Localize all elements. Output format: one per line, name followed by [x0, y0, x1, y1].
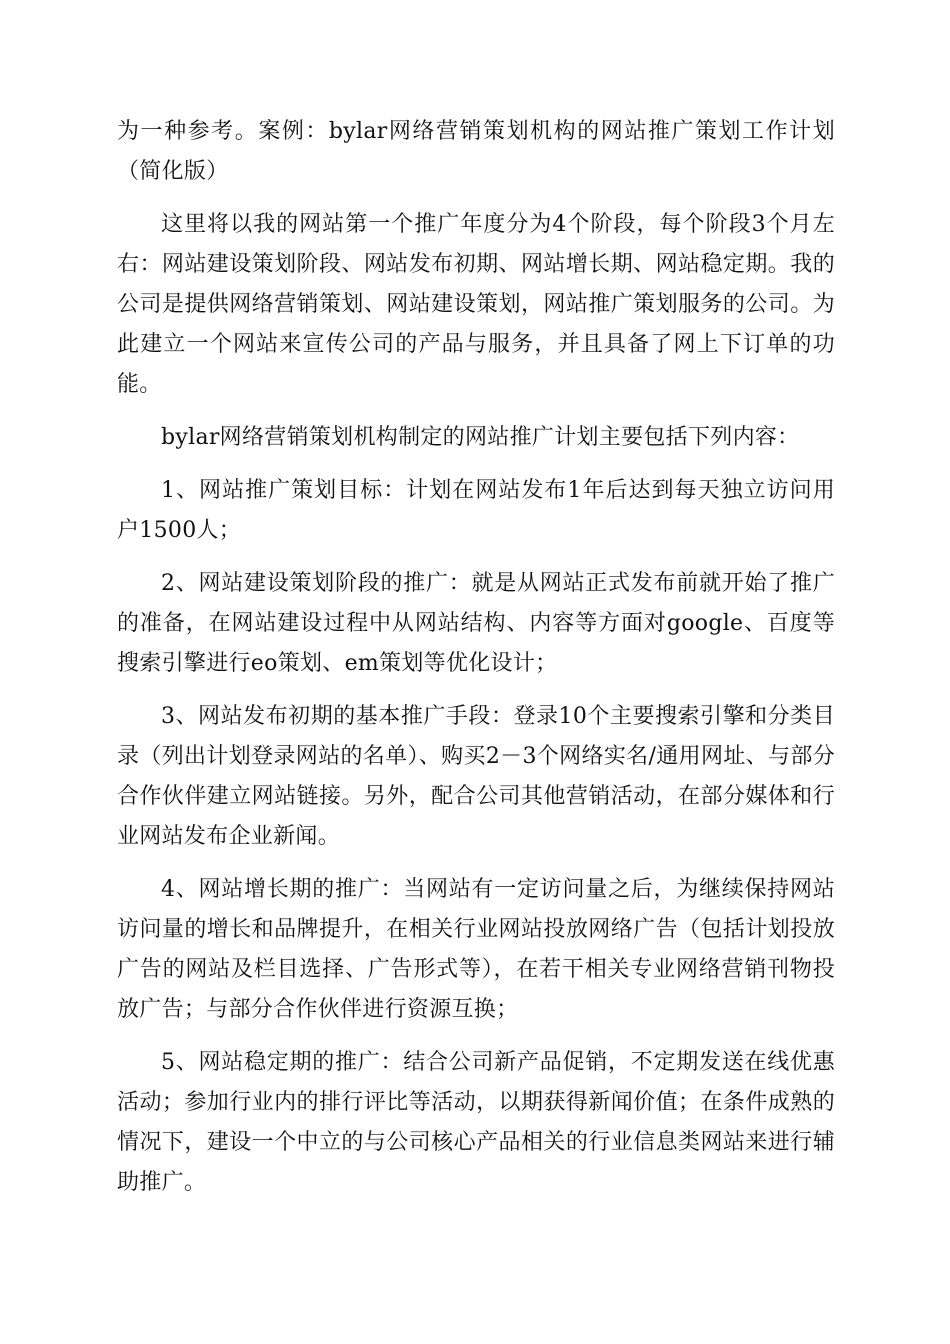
paragraph-plan-heading: bylar网络营销策划机构制定的网站推广计划主要包括下列内容： [161, 425, 800, 450]
paragraph-item-2: 2、网站建设策划阶段的推广：就是从网站正式发布前就开始了推广的准备，在网站建设过程中从网站结构、内容等方面对google、百度等搜索引擎进行eo策划、em策划等优化设计； [117, 571, 835, 676]
paragraph-item-5: 5、网站稳定期的推广：结合公司新产品促销，不定期发送在线优惠活动；参加行业内的排行评比等活动，以期获得新闻价值；在条件成熟的情况下，建设一个中立的与公司核心产品相关的行业信息类网站来进行辅助推广。 [117, 1050, 835, 1195]
document-page [117, 112, 835, 1203]
paragraph-overview: 这里将以我的网站第一个推广年度分为4个阶段，每个阶段3个月左右：网站建设策划阶段、网站发布初期、网站增长期、网站稳定期。我的公司是提供网络营销策划、网站建设策划，网站推广策划服务的公司。为此建立一个网站来宣传公司的产品与服务，并且具备了网上下订单的功能。 [117, 212, 835, 397]
paragraph-item-3: 3、网站发布初期的基本推广手段：登录10个主要搜索引擎和分类目录（列出计划登录网站的名单）、购买2－3个网络实名/通用网址、与部分合作伙伴建立网站链接。另外，配合公司其他营销活动，在部分媒体和行业网站发布企业新闻。 [117, 704, 835, 849]
paragraph-intro: 为一种参考。案例：bylar网络营销策划机构的网站推广策划工作计划（简化版） [117, 119, 835, 184]
paragraph-item-4: 4、网站增长期的推广：当网站有一定访问量之后，为继续保持网站访问量的增长和品牌提升，在相关行业网站投放网络广告（包括计划投放广告的网站及栏目选择、广告形式等），在若干相关专业网络营销刊物投放广告；与部分合作伙伴进行资源互换； [117, 877, 835, 1022]
paragraph-item-1: 1、网站推广策划目标：计划在网站发布1年后达到每天独立访问用户1500人； [117, 478, 835, 543]
